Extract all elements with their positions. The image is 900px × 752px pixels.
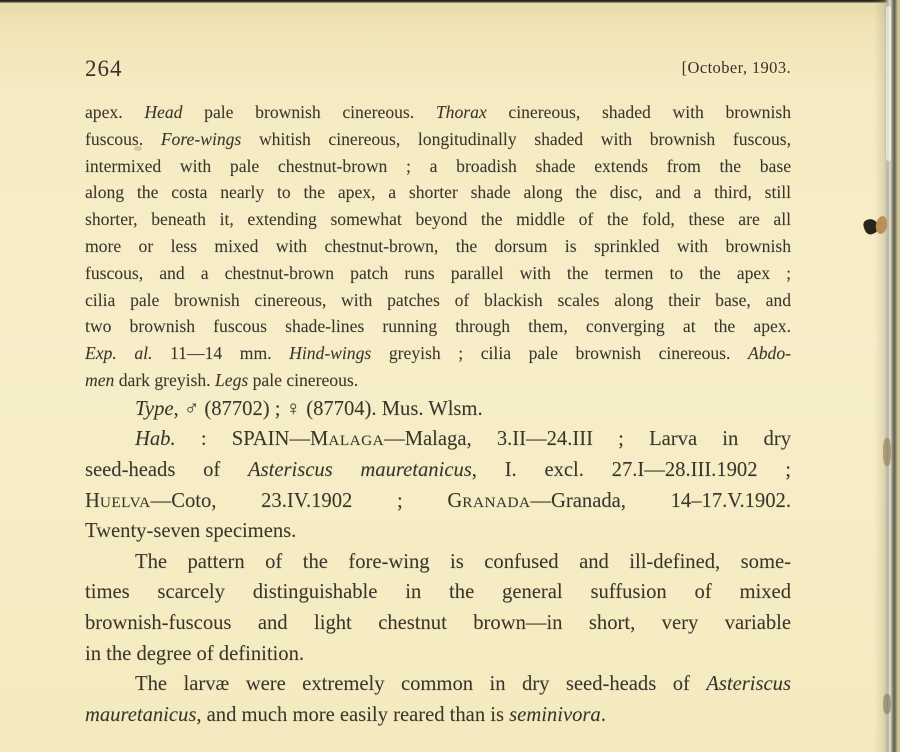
italic-text: Exp. al. [85,343,153,364]
page-top-edge-shadow [0,0,900,3]
text-segment: intermixed with pale chestnut-brown ; a broadish shade extends from the base [85,155,791,176]
text-segment: , ♂ (87702) ; ♀ (87704). Mus. Wlsm. [173,397,483,420]
italic-text: Asteriscus [706,673,791,696]
text-segment: in the degree of definition. [85,642,305,665]
page-right-edge [874,0,900,752]
text-line [85,340,791,367]
small-caps-text: RANADA [462,493,531,511]
paragraph [85,394,791,425]
text-line [85,577,791,608]
italic-text: Hab. [135,428,176,451]
italic-text: Fore-wings [160,128,242,149]
text-line [85,206,791,233]
text-segment: fuscous. [85,128,161,149]
italic-text: Head [144,102,183,122]
italic-text: Asteriscus mauretanicus [248,458,472,481]
text-line [85,126,791,153]
text-segment: The larvæ were extremely common in dry seed-heads of [135,673,707,696]
text-segment: The pattern of the fore-wing is confused and ill-defined, some- [135,550,791,573]
text-line [85,608,791,639]
paragraph [85,547,791,669]
text-segment: pale cinereous. [248,369,359,390]
page-header [85,56,791,86]
text-segment: two brownish fuscous shade-lines running through them, converging at the apex. [85,316,791,337]
text-segment: brownish-fuscous and light chestnut brown—in short, very variable [85,611,791,634]
italic-text: Hind-wings [289,343,372,364]
edge-smudge [883,438,891,466]
text-segment: Twenty-seven specimens. [85,520,297,543]
italic-text: seminivora [509,703,601,726]
text-segment: seed-heads of [85,458,249,481]
text-segment: apex. [85,102,145,122]
paragraph [85,99,791,394]
paper-speck [134,146,142,151]
text-block [85,99,791,730]
text-line [85,547,791,578]
text-segment: cinereous, shaded with brownish [486,102,791,122]
italic-text: Type [135,397,174,420]
small-caps-text: UELVA [99,493,151,511]
text-segment: cilia pale brownish cinereous, with patches of blackish scales along their base, and [85,289,791,310]
text-line [85,99,791,126]
text-segment: 11—14 mm. [152,343,290,364]
text-segment: shorter, beneath it, extending somewhat beyond the middle of the fold, these are all [85,209,791,230]
text-line [85,287,791,314]
text-segment: along the costa nearly to the apex, a shorter shade along the disc, and a third, still [85,182,791,203]
italic-text: Abdo- [748,343,791,364]
text-line [85,639,791,670]
text-segment: —Granada, 14–17.V.1902. [530,489,791,512]
text-segment: pale brownish cinereous. [182,102,436,122]
text-segment: greyish ; cilia pale brownish cinereous. [371,343,749,364]
text-segment: —Coto, 23.IV.1902 ; G [150,489,463,512]
italic-text: Legs [214,369,249,390]
italic-text: mauretanicus [85,703,197,726]
text-line [85,260,791,287]
text-segment: : SPAIN—M [175,428,329,451]
text-segment: more or less mixed with chestnut-brown, the dorsum is sprinkled with brownish [85,235,791,256]
page-edge-highlight [886,6,891,161]
italic-text: men [85,369,115,390]
text-line [85,455,791,486]
text-segment: times scarcely distinguishable in the general suffusion of mixed [85,581,791,604]
edge-smudge [883,694,891,714]
text-segment: , I. excl. 27.I—28.III.1902 ; [471,458,791,481]
text-line [85,394,791,425]
text-segment: . [600,703,606,726]
text-segment: dark greyish. [114,369,215,390]
text-segment: —Malaga, 3.II—24.III ; Larva in dry [384,428,791,451]
text-line [85,516,791,547]
paragraph [85,424,791,546]
text-line [85,669,791,700]
header-date: [October, 1903. [681,58,791,77]
page-number: 264 [85,56,123,81]
text-line [85,700,791,731]
text-segment: H [85,489,100,512]
text-segment: whitish cinereous, longitudinally shaded with brownish fuscous, [241,128,791,149]
small-caps-text: ALAGA [328,432,385,450]
text-segment: fuscous, and a chestnut-brown patch runs parallel with the termen to the apex ; [85,262,791,283]
text-line [85,367,791,394]
text-line [85,179,791,206]
paragraph [85,669,791,730]
italic-text: Thorax [435,102,487,122]
text-line [85,153,791,180]
text-line [85,486,791,517]
text-line [85,233,791,260]
text-segment: , and much more easily reared than is [196,703,510,726]
text-line [85,313,791,340]
text-line [85,424,791,455]
